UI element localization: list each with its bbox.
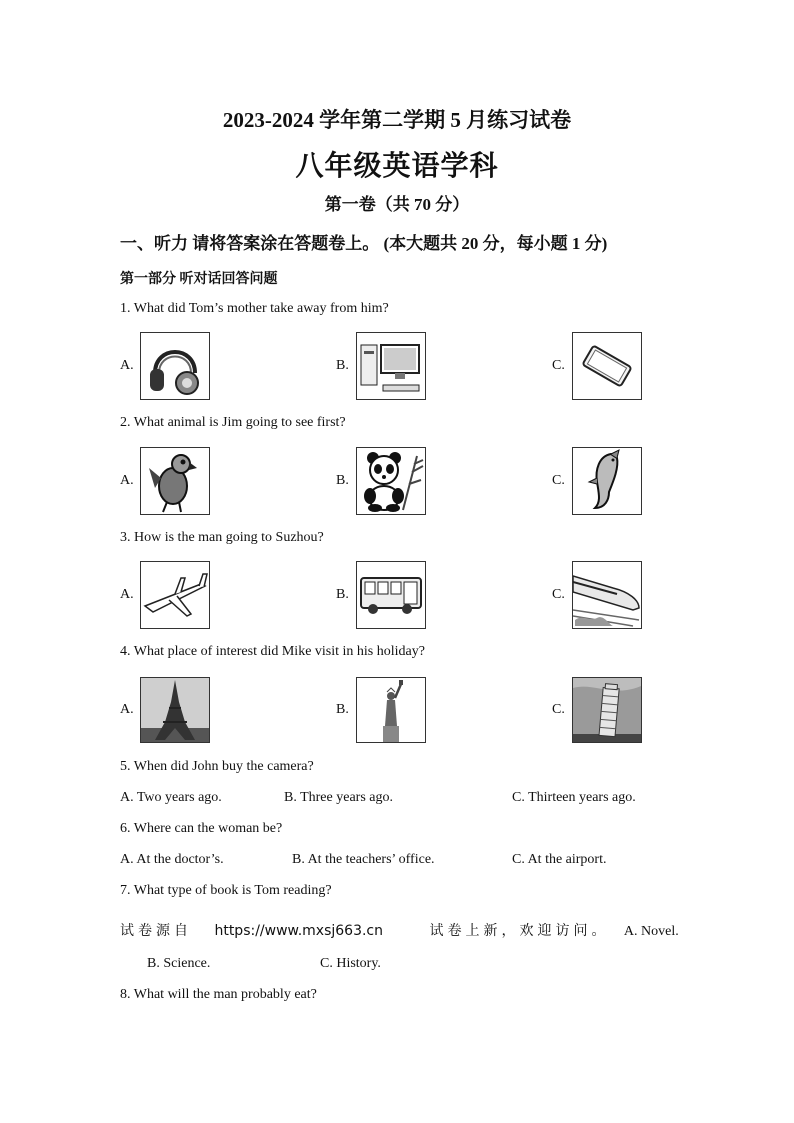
option-letter: A.	[120, 358, 134, 373]
option-5b: B. Three years ago.	[284, 790, 393, 805]
question-8: 8. What will the man probably eat?	[120, 987, 317, 1002]
ad-prefix: 试卷源自	[120, 923, 192, 939]
dolphin-icon	[572, 447, 642, 515]
option-6b: B. At the teachers’ office.	[292, 852, 435, 867]
option-6a: A. At the doctor’s.	[120, 852, 224, 867]
option-letter: C.	[552, 473, 565, 488]
eiffel-tower-icon	[140, 677, 210, 743]
option-letter: B.	[336, 702, 349, 717]
volume-title: 第一卷（共 70 分）	[324, 195, 470, 214]
bus-icon	[356, 561, 426, 629]
desktop-computer-icon	[356, 332, 426, 400]
option-letter: C.	[552, 587, 565, 602]
question-4: 4. What place of interest did Mike visit in his holiday?	[120, 644, 425, 659]
question-6: 6. Where can the woman be?	[120, 821, 283, 836]
option-7a: A. Novel.	[623, 924, 679, 939]
question-5: 5. When did John buy the camera?	[120, 759, 314, 774]
source-ad-line	[120, 920, 679, 940]
part-title: 第一部分 听对话回答问题	[120, 272, 278, 287]
ad-url[interactable]: https://www.mxsj663.cn	[214, 923, 383, 939]
option-letter: A.	[120, 473, 134, 488]
parrot-icon	[140, 447, 210, 515]
option-6c: C. At the airport.	[512, 852, 607, 867]
mobile-phone-icon	[572, 332, 642, 400]
statue-of-liberty-icon	[356, 677, 426, 743]
option-5c: C. Thirteen years ago.	[512, 790, 636, 805]
high-speed-train-icon	[572, 561, 642, 629]
exam-title: 2023-2024 学年第二学期 5 月练习试卷	[222, 108, 572, 132]
question-3: 3. How is the man going to Suzhou?	[120, 530, 324, 545]
leaning-tower-of-pisa-icon	[572, 677, 642, 743]
option-letter: C.	[552, 358, 565, 373]
option-7c: C. History.	[320, 956, 381, 971]
ad-suffix: 试卷上新，欢迎访问。	[429, 923, 610, 939]
option-letter: B.	[336, 358, 349, 373]
option-letter: B.	[336, 587, 349, 602]
question-7: 7. What type of book is Tom reading?	[120, 883, 332, 898]
headphones-icon	[140, 332, 210, 400]
exam-subject: 八年级英语学科	[295, 151, 499, 182]
option-letter: A.	[120, 587, 134, 602]
panda-icon	[356, 447, 426, 515]
option-letter: B.	[336, 473, 349, 488]
section-heading: 一、听力 请将答案涂在答题卷上。 (本大题共 20 分，每小题 1 分)	[120, 234, 608, 253]
question-1: 1. What did Tom’s mother take away from him?	[120, 301, 389, 316]
option-5a: A. Two years ago.	[120, 790, 222, 805]
option-letter: C.	[552, 702, 565, 717]
option-7b: B. Science.	[147, 956, 211, 971]
option-letter: A.	[120, 702, 134, 717]
airplane-icon	[140, 561, 210, 629]
question-2: 2. What animal is Jim going to see first?	[120, 415, 346, 430]
